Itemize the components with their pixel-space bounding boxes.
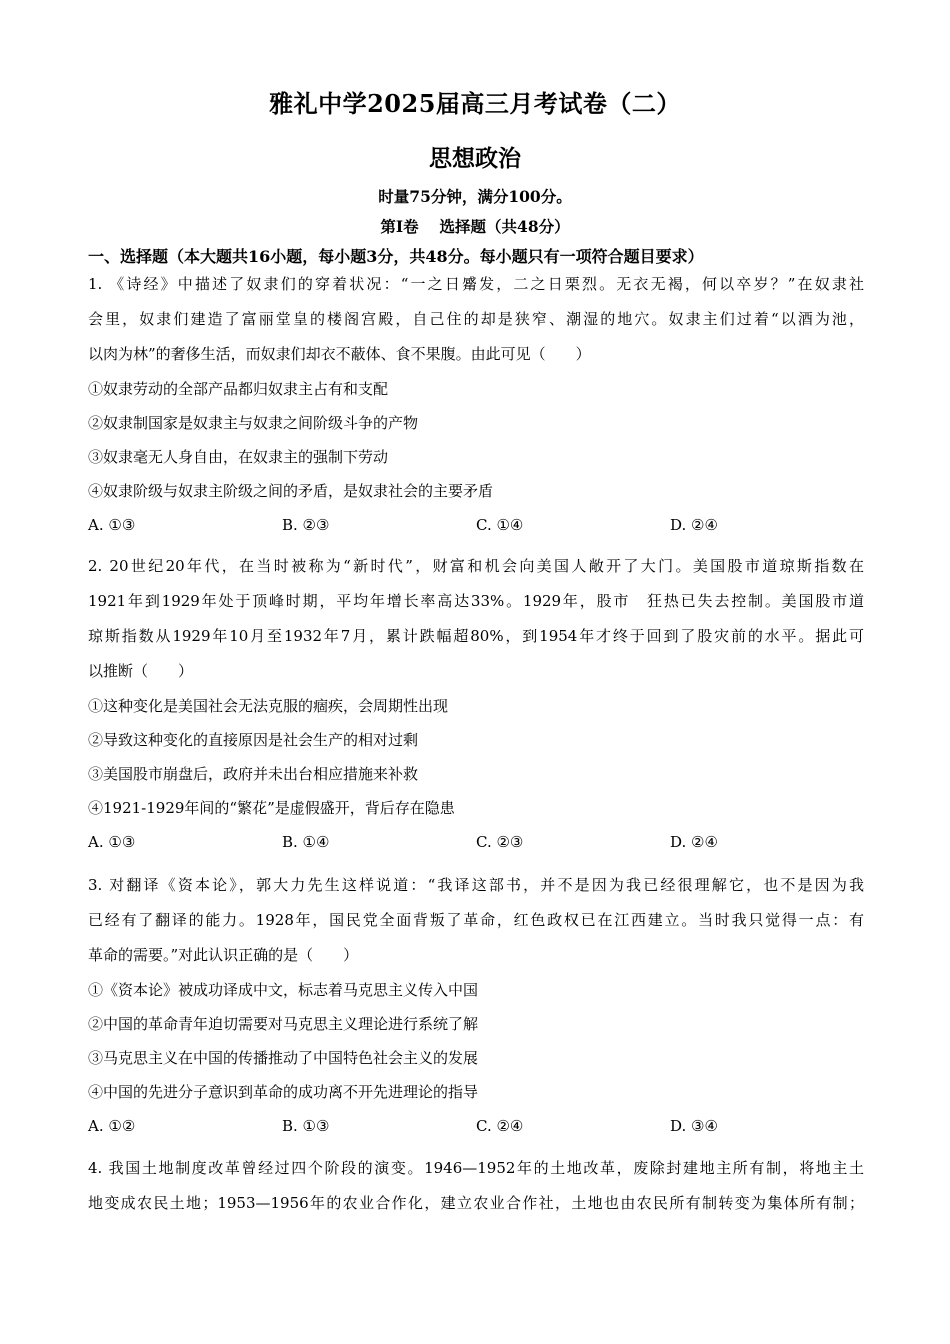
question-stem-line: 1. 《诗经》中描述了奴隶们的穿着状况：“一之日觱发，二之日栗烈。无衣无褐，何以卒岁？”在奴隶社 [88, 275, 864, 293]
question-stem-line: 2. 20世纪20年代，在当时被称为“新时代”，财富和机会向美国人敞开了大门。美国股市道琼斯指数在 [88, 557, 864, 575]
question-stem-line: 地变成农民土地；1953—1956年的农业合作化，建立农业合作社，土地也由农民所有制转变为集体所有制； [88, 1194, 864, 1212]
choice-b: B. ②③ [282, 516, 330, 534]
time-info: 时量75分钟，满分100分。 [378, 187, 572, 206]
choice-d: D. ②④ [670, 833, 718, 851]
statement: ④奴隶阶级与奴隶主阶级之间的矛盾，是奴隶社会的主要矛盾 [88, 482, 494, 500]
question-stem-line: 琼斯指数从1929年10月至1932年7月，累计跌幅超80%，到1954年才终于回到了股灾前的水平。据此可 [88, 627, 864, 645]
question-stem-line: 革命的需要。”对此认识正确的是（ ） [88, 946, 359, 964]
choice-a: A. ①② [88, 1117, 136, 1135]
statement: ③马克思主义在中国的传播推动了中国特色社会主义的发展 [88, 1049, 479, 1067]
question-stem-line: 会里，奴隶们建造了富丽堂皇的楼阁宫殿，自己住的却是狭窄、潮湿的地穴。奴隶主们过着“以酒为池， [88, 310, 864, 328]
question-1 [88, 267, 864, 542]
question-stem-line: 以肉为林”的奢侈生活，而奴隶们却衣不蔽体、食不果腹。由此可见（ ） [88, 345, 591, 363]
statement: ②导致这种变化的直接原因是社会生产的相对过剩 [88, 731, 419, 749]
statement: ④中国的先进分子意识到革命的成功离不开先进理论的指导 [88, 1083, 479, 1101]
choice-c: C. ②③ [476, 833, 524, 851]
statement: ①奴隶劳动的全部产品都归奴隶主占有和支配 [88, 380, 389, 398]
statement: ②奴隶制国家是奴隶主与奴隶之间阶级斗争的产物 [88, 414, 419, 432]
answer-choices [88, 1109, 864, 1143]
statement: ④1921-1929年间的“繁花”是虚假盛开，背后存在隐患 [88, 799, 455, 817]
question-2 [88, 549, 864, 859]
statement: ③美国股市崩盘后，政府并未出台相应措施来补救 [88, 765, 419, 783]
answer-choices [88, 825, 864, 859]
choice-b: B. ①④ [282, 833, 330, 851]
choice-d: D. ②④ [670, 516, 718, 534]
question-stem-line: 4. 我国土地制度改革曾经过四个阶段的演变。1946—1952年的土地改革，废除封建地主所有制，将地主土 [88, 1159, 864, 1177]
choice-b: B. ①③ [282, 1117, 330, 1135]
statement: ③奴隶毫无人身自由，在奴隶主的强制下劳动 [88, 448, 389, 466]
question-stem-line: 以推断（ ） [88, 662, 194, 680]
question-4 [88, 1151, 864, 1221]
exam-title: 雅礼中学2025届高三月考试卷（二） [269, 89, 681, 118]
statement: ①《资本论》被成功译成中文，标志着马克思主义传入中国 [88, 981, 479, 999]
question-3 [88, 868, 864, 1143]
section-title: 一、选择题（本大题共16小题，每小题3分，共48分。每小题只有一项符合题目要求） [88, 247, 704, 266]
choice-c: C. ②④ [476, 1117, 524, 1135]
choice-a: A. ①③ [88, 833, 136, 851]
choice-a: A. ①③ [88, 516, 136, 534]
question-stem-line: 已经有了翻译的能力。1928年，国民党全面背叛了革命，红色政权已在江西建立。当时我只觉得一点：有 [88, 911, 864, 929]
question-stem-line: 1921年到1929年处于顶峰时期，平均年增长率高达33%。1929年，股市 狂热已失去控制。美国股市道 [88, 592, 864, 610]
choice-c: C. ①④ [476, 516, 524, 534]
choice-d: D. ③④ [670, 1117, 718, 1135]
part-title: 第Ⅰ卷 选择题（共48分） [380, 217, 570, 236]
question-stem-line: 3. 对翻译《资本论》，郭大力先生这样说道：“我译这部书，并不是因为我已经很理解它，也不是因为我 [88, 876, 864, 894]
statement: ①这种变化是美国社会无法克服的痼疾，会周期性出现 [88, 697, 449, 715]
statement: ②中国的革命青年迫切需要对马克思主义理论进行系统了解 [88, 1015, 479, 1033]
subject-title: 思想政治 [429, 145, 521, 172]
answer-choices [88, 508, 864, 542]
